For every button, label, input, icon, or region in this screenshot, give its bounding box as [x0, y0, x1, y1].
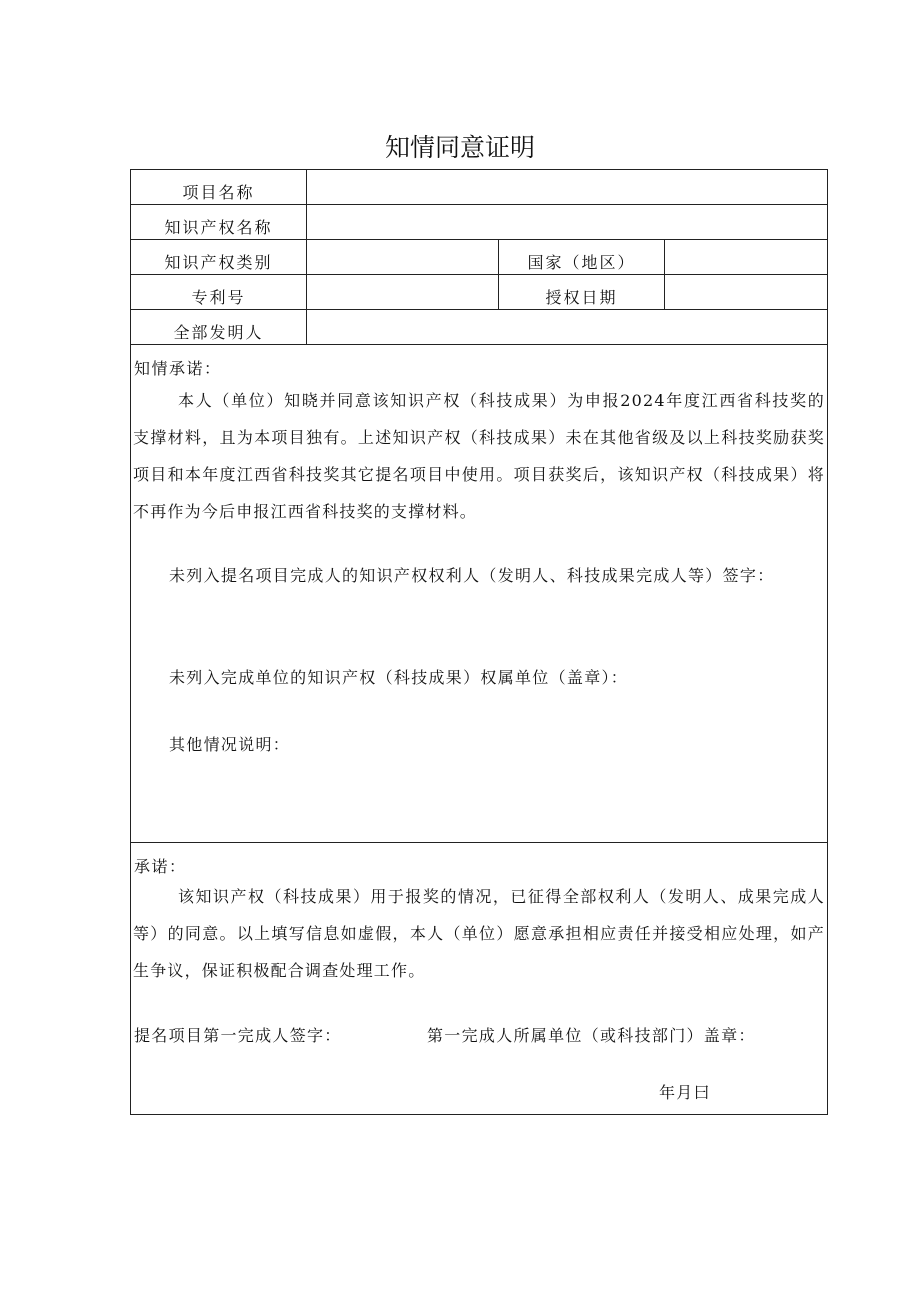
consent-form	[130, 169, 828, 1115]
row-ip-type	[131, 240, 827, 275]
row-patent-no	[131, 275, 827, 310]
informed-commitment-section	[131, 345, 827, 843]
inventors-label: 全部发明人	[131, 310, 307, 344]
ownership-unit-seal-line: 未列入完成单位的知识产权（科技成果）权属单位（盖章）：	[169, 668, 629, 687]
row-project-name	[131, 170, 827, 205]
country-label: 国家（地区）	[499, 240, 665, 274]
country-field[interactable]	[665, 240, 827, 274]
grant-date-label: 授权日期	[499, 275, 665, 309]
ip-type-label: 知识产权类别	[131, 240, 307, 274]
ip-type-field[interactable]	[307, 240, 499, 274]
informed-paragraph: 本人（单位）知晓并同意该知识产权（科技成果）为申报2024年度江西省科技奖的支撑材料，且为本项目独有。上述知识产权（科技成果）未在其他省级及以上科技奖励获奖项目和本年度江西省科技奖其它提名项目中使用。项目获奖后，该知识产权（科技成果）将不再作为今后申报江西省科技奖的支撑材料。	[133, 391, 825, 521]
rights-holder-signature-line: 未列入提名项目完成人的知识产权权利人（发明人、科技成果完成人等）签字：	[169, 566, 775, 585]
other-notes-line: 其他情况说明：	[169, 735, 291, 754]
first-person-signature-line: 提名项目第一完成人签字：	[134, 1026, 342, 1045]
page-title: 知情同意证明	[384, 133, 535, 162]
project-name-field[interactable]	[307, 170, 827, 204]
inventors-field[interactable]	[307, 310, 827, 344]
commitment-section	[131, 843, 827, 1114]
grant-date-field[interactable]	[665, 275, 827, 309]
row-inventors	[131, 310, 827, 345]
ip-name-label: 知识产权名称	[131, 205, 307, 239]
row-ip-name	[131, 205, 827, 240]
commitment-heading: 承诺：	[134, 857, 187, 876]
ip-name-field[interactable]	[307, 205, 827, 239]
informed-heading: 知情承诺：	[134, 359, 222, 378]
patent-no-label: 专利号	[131, 275, 307, 309]
patent-no-field[interactable]	[307, 275, 499, 309]
commitment-paragraph: 该知识产权（科技成果）用于报奖的情况，已征得全部权利人（发明人、成果完成人等）的同意。以上填写信息如虚假，本人（单位）愿意承担相应责任并接受相应处理，如产生争议，保证积极配合调查处理工作。	[133, 887, 825, 980]
unit-seal-line: 第一完成人所属单位（或科技部门）盖章：	[427, 1026, 756, 1045]
project-name-label: 项目名称	[131, 170, 307, 204]
date-line: 年月曰	[659, 1083, 711, 1102]
